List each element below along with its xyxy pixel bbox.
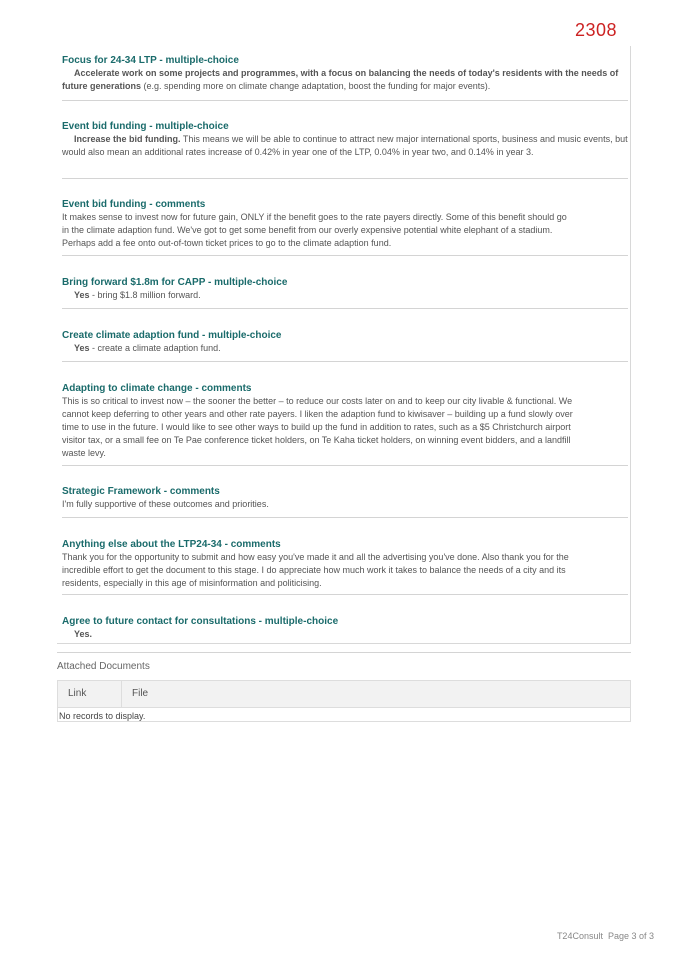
section-title: Create climate adaption fund - multiple-choice: [62, 330, 282, 341]
attached-documents-table: [57, 680, 631, 722]
answer-choice: Yes: [74, 290, 90, 300]
answer-detail: This means we will be able to continue to attract new major international sports, business and music events, but would also mean an additional rates increase of 0.42% in year one of the LTP, 0.04% in year two, and 0.14% in year 3.: [62, 134, 628, 157]
submission-responses: [57, 46, 631, 644]
empty-table-message: No records to display.: [59, 711, 146, 721]
section-title: Bring forward $1.8m for CAPP - multiple-choice: [62, 277, 288, 288]
section-divider: [62, 361, 628, 362]
section-answer: [62, 342, 628, 355]
page-number: 2308: [574, 20, 617, 40]
section-divider: [62, 308, 628, 309]
page-footer: T24Consult Page 3 of 3: [556, 931, 654, 941]
section-answer: [62, 133, 628, 159]
section-title: Event bid funding - multiple-choice: [62, 121, 229, 132]
table-header: [58, 681, 630, 708]
section-capp-choice: [62, 276, 628, 302]
section-event-bid-choice: [62, 120, 628, 159]
section-divider: [62, 517, 628, 518]
section-title: Strategic Framework - comments: [62, 486, 220, 497]
answer-detail: (e.g. spending more on climate change adaptation, boost the funding for major events).: [141, 81, 491, 91]
section-future-contact: [62, 615, 628, 641]
section-divider: [62, 594, 628, 595]
section-divider: [62, 255, 628, 256]
comment-text: Thank you for the opportunity to submit and how easy you've made it and all the advertising you've done. Also thank you for the incredible effort to get the document to this stage. I do appreciate how much work it takes to balance the needs of a city and its residents, especially in this age of misinformation and politicising.: [62, 552, 569, 588]
section-title: Focus for 24-34 LTP - multiple-choice: [62, 55, 239, 66]
section-divider: [62, 100, 628, 101]
attached-documents-title: Attached Documents: [57, 661, 150, 672]
section-divider: [62, 178, 628, 179]
comment-text: I'm fully supportive of these outcomes and priorities.: [62, 499, 269, 509]
answer-choice: Yes.: [74, 629, 93, 639]
column-header-file[interactable]: File: [132, 688, 149, 699]
section-title: Anything else about the LTP24-34 - comments: [62, 539, 281, 550]
section-title: Agree to future contact for consultations - multiple-choice: [62, 616, 339, 627]
attachments-divider: [57, 652, 631, 653]
answer-choice: Yes: [74, 343, 90, 353]
section-title: Event bid funding - comments: [62, 199, 206, 210]
answer-choice: Increase the bid funding.: [74, 134, 181, 144]
section-strategic-framework: [62, 485, 628, 511]
answer-detail: - create a climate adaption fund.: [89, 343, 221, 353]
section-event-bid-comments: [62, 198, 628, 250]
section-title: Adapting to climate change - comments: [62, 383, 252, 394]
section-answer: [62, 67, 628, 93]
answer-choice: Accelerate work on some projects and programmes, with a focus on balancing the needs of today's residents with the needs of future generations: [62, 68, 619, 91]
column-header-link[interactable]: Link: [58, 681, 122, 707]
section-climate-fund-choice: [62, 329, 628, 355]
section-divider: [62, 465, 628, 466]
section-climate-comments: [62, 382, 628, 460]
answer-detail: - bring $1.8 million forward.: [89, 290, 201, 300]
comment-text: It makes sense to invest now for future gain, ONLY if the benefit goes to the rate payers directly. Some of this benefit should go in the climate adaption fund. We've got to get some benefit from our overly expensive potential white elephant of a stadium. Perhaps add a fee onto out-of-town ticket prices to go to the climate adaption fund.: [62, 212, 567, 248]
section-answer: [62, 289, 628, 302]
comment-text: This is so critical to invest now – the sooner the better – to reduce our costs later on and to keep our city livable & functional. We cannot keep deferring to other years and other rate payers. I liken the adaption fund to kiwisaver – building up a fund slowly over time to use in the future. I would like to see other ways to build up the fund in addition to rates, such as a $5 Christchurch airport visitor tax, or a small fee on Te Pae conference ticket holders, on Te Kaha ticket holders, on winning event bidders, and a landfill waste levy.: [62, 396, 573, 458]
section-anything-else: [62, 538, 628, 590]
section-focus-ltp: [62, 54, 628, 93]
